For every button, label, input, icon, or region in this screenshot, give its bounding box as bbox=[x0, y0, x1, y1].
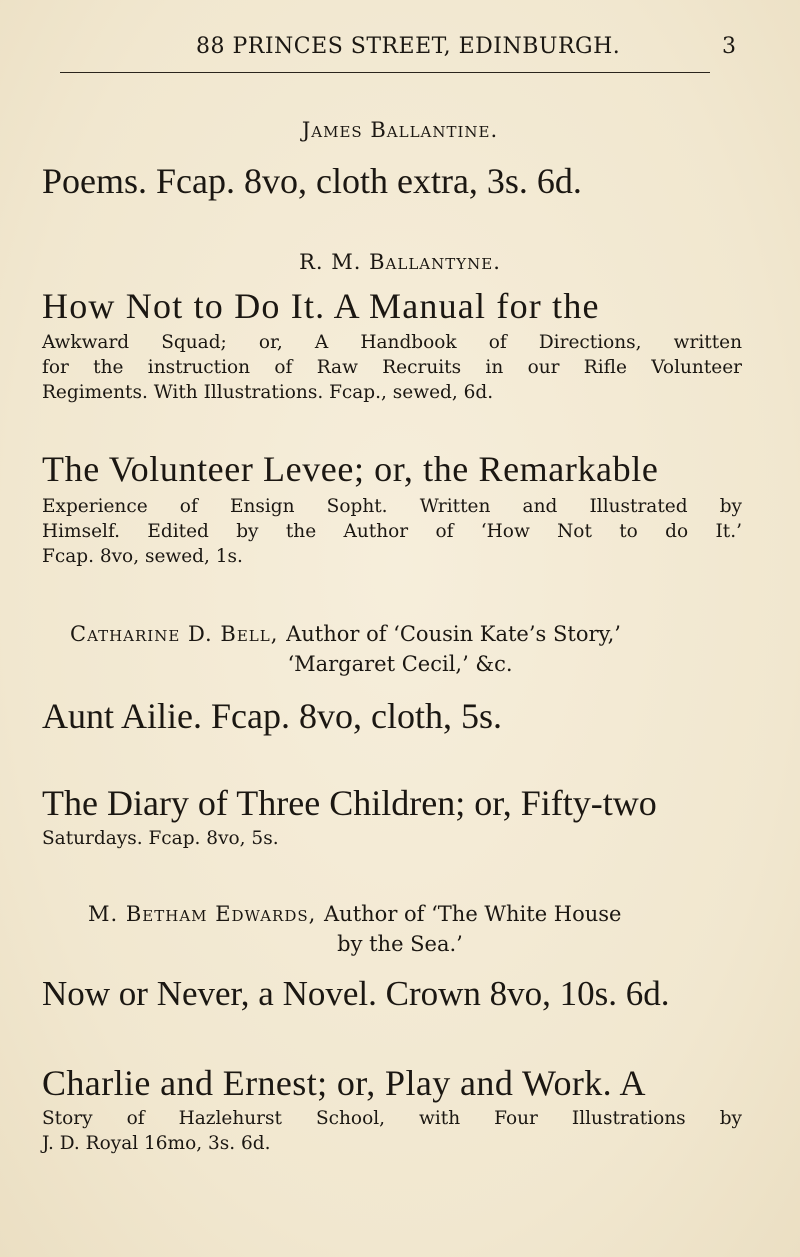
description-volunteer-levee bbox=[42, 494, 742, 569]
title-aunt-ailie: Aunt Ailie. Fcap. 8vo, cloth, 5s. bbox=[42, 696, 502, 736]
author-catharine-bell bbox=[70, 622, 621, 646]
author-note: Author of ‘The White House bbox=[324, 902, 622, 926]
author-james-ballantine: James Ballantine. bbox=[301, 118, 499, 142]
description-line: Awkward Squad; or, A Handbook of Directions, written bbox=[42, 332, 742, 353]
author-betham-edwards bbox=[88, 902, 621, 926]
description-line: J. D. Royal 16mo, 3s. 6d. bbox=[42, 1133, 271, 1154]
description-line: for the instruction of Raw Recruits in our Rifle Volunteer bbox=[42, 357, 742, 378]
description-line: Experience of Ensign Sopht. Written and Illustrated by bbox=[42, 496, 742, 517]
title-diary-three-children: The Diary of Three Children; or, Fifty-two bbox=[42, 783, 657, 823]
description-line: Himself. Edited by the Author of ‘How Not to do It.’ bbox=[42, 521, 742, 542]
description-line: Saturdays. Fcap. 8vo, 5s. bbox=[42, 828, 279, 849]
title-how-not-to-do-it: How Not to Do It. A Manual for the bbox=[42, 286, 600, 326]
author-rm-ballantyne: R. M. Ballantyne. bbox=[299, 250, 501, 274]
description-charlie-and-ernest bbox=[42, 1106, 742, 1156]
title-now-or-never: Now or Never, a Novel. Crown 8vo, 10s. 6d. bbox=[42, 974, 670, 1013]
description-how-not-to-do-it bbox=[42, 330, 742, 405]
header-rule bbox=[60, 72, 710, 73]
author-name: M. Betham Edwards, bbox=[88, 902, 317, 926]
title-charlie-and-ernest: Charlie and Ernest; or, Play and Work. A bbox=[42, 1063, 646, 1103]
running-head bbox=[0, 34, 800, 64]
title-volunteer-levee: The Volunteer Levee; or, the Remarkable bbox=[42, 449, 659, 489]
title-poems: Poems. Fcap. 8vo, cloth extra, 3s. 6d. bbox=[42, 161, 582, 201]
author-name: Catharine D. Bell, bbox=[70, 622, 279, 646]
description-diary-three-children bbox=[42, 826, 742, 851]
description-line: Story of Hazlehurst School, with Four Illustrations by bbox=[42, 1108, 742, 1129]
author-note-2: by the Sea.’ bbox=[337, 932, 463, 956]
running-title: 88 PRINCES STREET, EDINBURGH. bbox=[196, 34, 621, 59]
description-line: Fcap. 8vo, sewed, 1s. bbox=[42, 546, 243, 567]
author-note-line-2 bbox=[0, 932, 800, 956]
author-note-2: ‘Margaret Cecil,’ &c. bbox=[287, 652, 513, 676]
author-note: Author of ‘Cousin Kate’s Story,’ bbox=[286, 622, 621, 646]
description-line: Regiments. With Illustrations. Fcap., sewed, 6d. bbox=[42, 382, 494, 403]
author-note-line-2 bbox=[0, 652, 800, 676]
page-number: 3 bbox=[722, 34, 736, 59]
